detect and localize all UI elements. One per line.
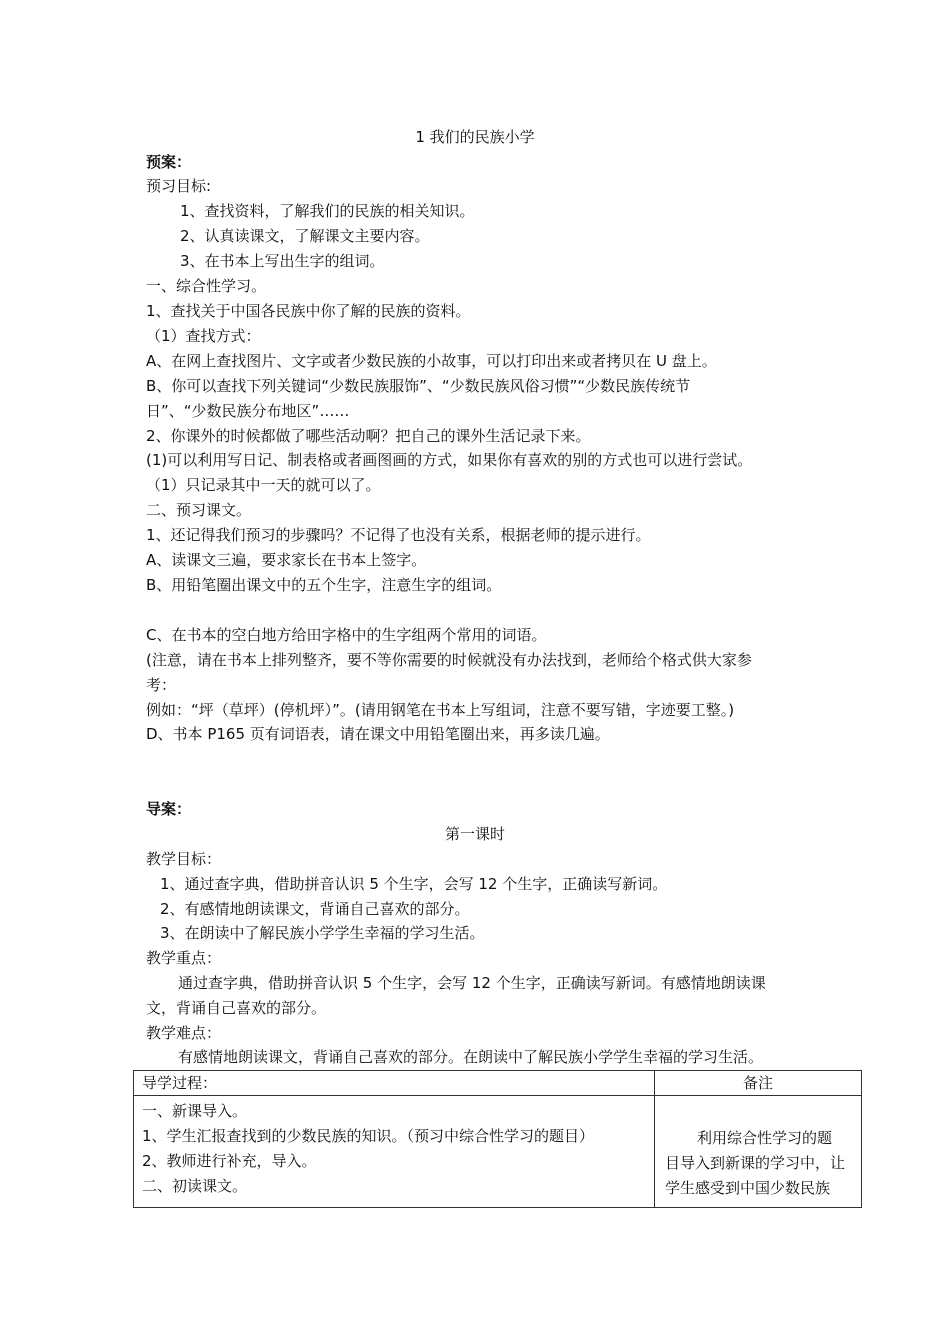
- section1-sub2: （1）只记录其中一天的就可以了。: [146, 476, 381, 494]
- preview-goal-2: 2、认真读课文，了解课文主要内容。: [180, 227, 430, 245]
- table-notes-cell: [655, 1096, 862, 1208]
- section2-a: A、读课文三遍，要求家长在书本上签字。: [146, 551, 427, 569]
- section1-b-line1: B、你可以查找下列关键词“少数民族服饰”、“少数民族风俗习惯”“少数民族传统节: [146, 377, 691, 395]
- section1-b-line2: 日”、“少数民族分布地区”……: [146, 402, 350, 420]
- table-row: [134, 1096, 862, 1208]
- guide-difficulty-label: 教学难点：: [146, 1024, 222, 1042]
- preview-heading: 预案：: [146, 153, 192, 171]
- note-line-1: 利用综合性学习的题: [697, 1129, 833, 1147]
- process-step-1: 一、新课导入。: [142, 1102, 248, 1120]
- section2-item1: 1、还记得我们预习的步骤吗？不记得了也没有关系，根据老师的提示进行。: [146, 526, 651, 544]
- section2-d: D、书本 P165 页有词语表，请在课文中用铅笔圈出来，再多读几遍。: [146, 725, 610, 743]
- section1-item2: 2、你课外的时候都做了哪些活动啊？把自己的课外生活记录下来。: [146, 427, 591, 445]
- guide-goal-1: 1、通过查字典，借助拼音认识 5 个生字，会写 12 个生字，正确读写新词。: [160, 875, 668, 893]
- section2-example: 例如：“坪（草坪）(停机坪）”。(请用钢笔在书本上写组词，注意不要写错，字迹要工整。): [146, 701, 735, 719]
- guide-heading: 导案：: [146, 800, 192, 818]
- guide-goal-3: 3、在朗读中了解民族小学学生幸福的学习生活。: [160, 924, 485, 942]
- table-process-cell: [134, 1096, 655, 1208]
- section1-sub1: (1)可以利用写日记、制表格或者画图画的方式，如果你有喜欢的别的方式也可以进行尝试。: [146, 451, 753, 469]
- process-step-4: 二、初读课文。: [142, 1177, 248, 1195]
- document-title: 1 我们的民族小学: [415, 128, 535, 146]
- guide-key-label: 教学重点：: [146, 949, 222, 967]
- guide-lesson: 第一课时: [444, 825, 505, 843]
- section2-c: C、在书本的空白地方给田字格中的生字组两个常用的词语。: [146, 626, 547, 644]
- section1-a: A、在网上查找图片、文字或者少数民族的小故事，可以打印出来或者拷贝在 U 盘上。: [146, 352, 717, 370]
- process-step-2: 1、学生汇报查找到的少数民族的知识。（预习中综合性学习的题目）: [142, 1127, 595, 1145]
- guide-difficulty: 有感情地朗读课文，背诵自己喜欢的部分。在朗读中了解民族小学学生幸福的学习生活。: [178, 1048, 764, 1066]
- table-header-row: [134, 1071, 862, 1096]
- note-line-2: 目导入到新课的学习中，让: [665, 1154, 846, 1172]
- section1-heading: 一、综合性学习。: [146, 277, 267, 295]
- preview-goal-1: 1、查找资料，了解我们的民族的相关知识。: [180, 202, 475, 220]
- section2-note-line2: 考：: [146, 676, 177, 694]
- table-header-process: 导学过程：: [134, 1071, 655, 1096]
- table-header-notes: 备注: [655, 1071, 862, 1096]
- section2-heading: 二、预习课文。: [146, 501, 252, 519]
- section2-note-line1: (注意，请在书本上排列整齐，要不等你需要的时候就没有办法找到，老师给个格式供大家参: [146, 651, 752, 669]
- guide-goal-2: 2、有感情地朗读课文，背诵自己喜欢的部分。: [160, 900, 470, 918]
- preview-goals-label: 预习目标:: [146, 177, 212, 195]
- note-line-3: 学生感受到中国少数民族: [665, 1179, 831, 1197]
- guide-key-line2: 文，背诵自己喜欢的部分。: [146, 999, 327, 1017]
- process-step-3: 2、教师进行补充，导入。: [142, 1152, 317, 1170]
- preview-goal-3: 3、在书本上写出生字的组词。: [180, 252, 385, 270]
- guide-key-line1: 通过查字典，借助拼音认识 5 个生字，会写 12 个生字，正确读写新词。有感情地朗读课: [178, 974, 766, 992]
- section1-method-label: （1）查找方式：: [146, 327, 261, 345]
- section2-b: B、用铅笔圈出课文中的五个生字，注意生字的组词。: [146, 576, 502, 594]
- section1-item1: 1、查找关于中国各民族中你了解的民族的资料。: [146, 302, 471, 320]
- process-table: [133, 1070, 862, 1208]
- guide-goals-label: 教学目标：: [146, 850, 222, 868]
